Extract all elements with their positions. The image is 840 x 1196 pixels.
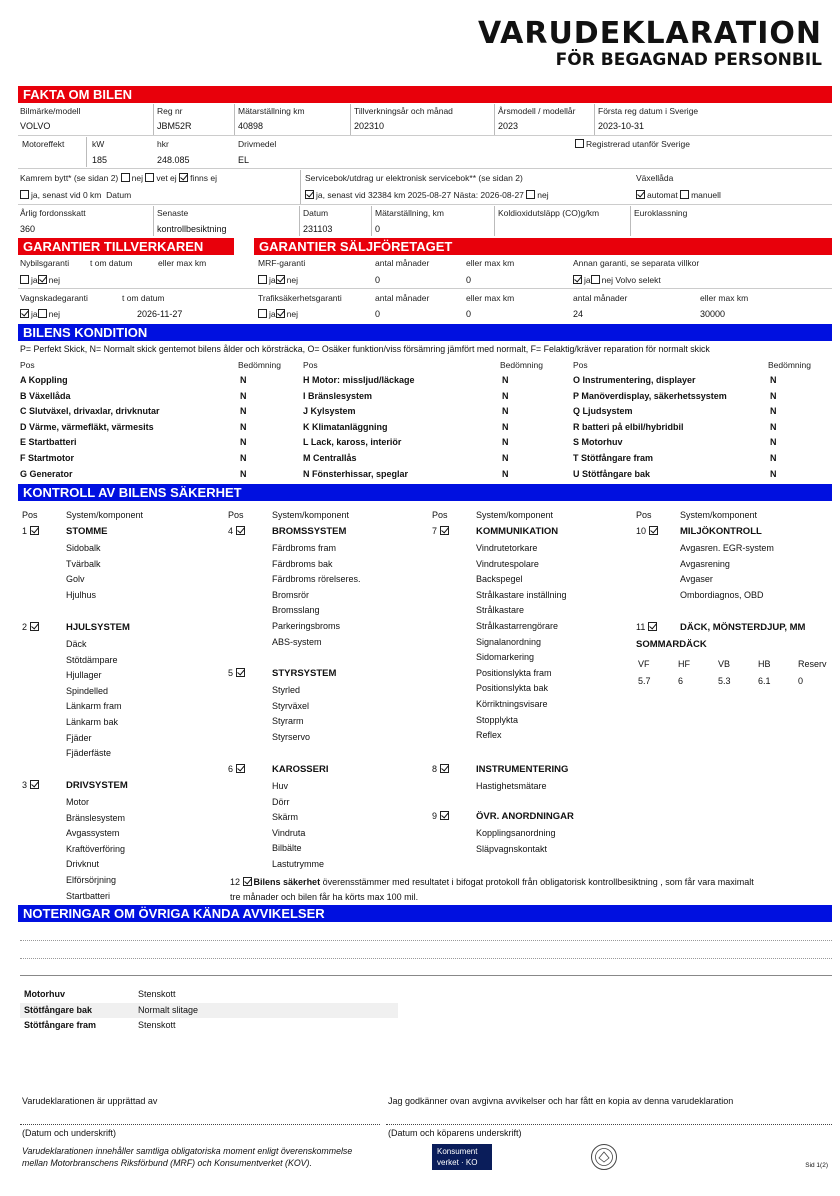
component-item: Skärm [272,812,299,823]
kondition-rating: N [240,437,247,448]
sys-header: System/komponent [476,510,554,520]
kondition-rating: N [770,375,777,385]
component-item: Kopplingsanordning [476,828,556,838]
note-text: Stenskott [138,989,176,999]
annan-man-label: antal månader [573,293,628,303]
fakta-label: Euroklassning [634,208,688,218]
component-item: Reflex [476,730,502,741]
component-item: Stötdämpare [66,654,118,665]
divider [18,135,832,136]
fakta-label: Tillverkningsår och månad [354,106,453,116]
bedomning-header: Bedömning [500,360,544,370]
trafik-label: Trafiksäkerhetsgaranti [258,293,342,303]
fakta-label: Mätarställning, km [375,208,444,218]
fakta-label: Reg nr [157,106,183,116]
fakta-value: 40898 [238,121,264,131]
fakta-label: Årlig fordonsskatt [20,208,86,218]
system-title: DÄCK, MÖNSTERDJUP, MM [680,622,806,633]
pos-header: Pos [636,510,652,520]
sommardack-label: SOMMARDÄCK [636,639,707,650]
trafik-val: ja nej [258,309,298,319]
pos-header: Pos [22,510,38,520]
sys-header: System/komponent [680,510,758,520]
section-garanti-salj: GARANTIER SÄLJFÖRETAGET [254,238,832,255]
cell [630,206,631,236]
component-item: Bromsslang [272,605,320,616]
kondition-rating: N [770,437,777,448]
kondition-legend: P= Perfekt Skick, N= Normalt skick gentemot bilens ålder och körsträcka, O= Osäker funktion/viss försämring jämfört med normalt, F= Felaktig/kräver reparation för normalt skick [20,344,710,354]
upprattad-label: Varudeklarationen är upprättad av [22,1096,158,1106]
component-item: Sidomarkering [476,652,535,663]
component-item: Körriktningsvisare [476,699,548,709]
divider [18,204,832,205]
pos-header: Pos [432,510,448,520]
fakta-value: 360 [20,224,36,234]
component-item: Styrarm [272,716,304,727]
fakta-value: 0 [375,224,381,234]
section-kondition: BILENS KONDITION [18,324,832,341]
section-fakta: FAKTA OM BILEN [18,86,832,103]
divider [18,288,832,289]
tire-depth: 6.1 [758,676,771,686]
cell [153,104,154,135]
note-position: Stötfångare bak [24,1004,93,1015]
component-item: Vindrutetorkare [476,543,538,553]
trafik-man: 0 [375,309,381,319]
kw-label: kW [92,139,105,149]
trafik-man-label: antal månader [375,293,430,303]
bedomning-header: Bedömning [238,360,282,370]
footer-note2: mellan Motorbranschens Riksförbund (MRF) och Konsumentverket (KOV). [22,1158,312,1168]
drivmedel-label: Drivmedel [238,139,277,149]
tire-depth: 5.7 [638,676,651,686]
kondition-item: O Instrumentering, displayer [573,375,696,385]
component-item: Färdbroms fram [272,543,337,553]
component-item: Bilbälte [272,843,302,854]
component-item: Ombordiagnos, OBD [680,589,764,600]
component-item: Färdbroms bak [272,558,333,569]
drivmedel-value: EL [238,155,250,165]
kondition-rating: N [240,453,247,463]
kondition-item: R batteri på elbil/hybridbil [573,421,684,432]
component-item: Avgassystem [66,828,120,839]
component-item: Positionslykta bak [476,683,549,694]
mrf-man: 0 [375,275,381,285]
mrf-km: 0 [466,275,472,285]
component-item: Sidobalk [66,543,101,553]
fakta-label: Första reg datum i Sverige [598,106,699,116]
footer-note1: Varudeklarationen innehåller samtliga obligatoriska moment enligt överenskommelse [22,1146,353,1156]
doc-title: VARUDEKLARATION [477,16,822,51]
component-item: Strålkastarrengörare [476,621,559,631]
component-item: Hjullager [66,670,102,681]
trafik-km: 0 [466,309,472,319]
konsumentverket-logo: Konsument verket · KO [432,1144,492,1170]
mrf-km-label: eller max km [466,258,515,268]
system-title: KOMMUNIKATION [476,526,559,537]
system-title: INSTRUMENTERING [476,764,569,775]
kondition-item: L Lack, kaross, interiör [303,437,402,448]
pos-header: Pos [20,360,35,370]
cell [494,206,495,236]
component-item: Dörr [272,796,290,807]
sakerhet-line2: tre månader och bilen får ha körts max 100 mil. [230,892,419,902]
kondition-rating: N [770,453,777,463]
kondition-item: J Kylsystem [303,406,356,417]
component-item: Drivknut [66,859,100,870]
system-s8: 8 [432,764,451,774]
component-item: Avgaser [680,574,713,585]
tire-head: VB [718,659,731,669]
kondition-item: H Motor: missljud/läckage [303,375,415,385]
sys-header: System/komponent [272,510,350,520]
component-item: Styrväxel [272,700,310,711]
fakta-label: Mätarställning km [238,106,305,116]
note-text: Stenskott [138,1020,176,1030]
kw-value: 185 [92,155,108,165]
page-number: Sid 1(2) [805,1162,828,1169]
kondition-rating: N [502,453,509,463]
reg-outside: Registrerad utanför Sverige [575,139,690,149]
pos-header: Pos [303,360,318,370]
mrf-man-label: antal månader [375,258,430,268]
fakta-label: Årsmodell / modellår [498,106,576,116]
fakta-value: 2023-10-31 [598,121,645,131]
system-title: KAROSSERI [272,764,329,775]
kondition-rating: N [240,468,247,479]
fakta-value: 202310 [354,121,385,131]
system-s10: 10 [636,526,660,536]
vaxel-row: automat manuell [636,190,721,200]
sys-header: System/komponent [66,510,144,520]
component-item: Avgasrening [680,558,730,569]
tire-depth: 6 [678,676,684,686]
annan-km: 30000 [700,309,726,319]
signature-line-seller[interactable] [20,1124,380,1125]
component-item: Hjulhus [66,589,97,600]
checkbox[interactable] [575,139,584,148]
mrf-seal-icon [590,1143,618,1171]
vagn-label: Vagnskadegaranti [20,293,88,303]
component-item: Stopplykta [476,714,519,725]
tire-head: HB [758,659,771,669]
system-title: HJULSYSTEM [66,622,130,633]
service-row: ja, senast vid 32384 km 2025-08-27 Nästa: 2026-08-27 nej [305,190,549,200]
component-item: Däck [66,639,87,649]
component-item: Positionslykta fram [476,667,552,678]
cell [153,206,154,236]
mrf-val: ja nej [258,275,298,285]
kondition-rating: N [502,468,509,479]
signature-line-buyer[interactable] [386,1124,832,1125]
kondition-rating: N [240,406,247,417]
component-item: Parkeringsbroms [272,621,341,631]
component-item: Länkarm bak [66,717,119,727]
component-item: Elförsörjning [66,875,117,885]
kondition-item: Q Ljudsystem [573,406,633,417]
sakerhet-line: 12 Bilens säkerhet överensstämmer med resultatet i bifogat protokoll från obligatorisk kontrollbesiktning , som får vara maximalt [230,877,754,887]
section-kontroll: KONTROLL AV BILENS SÄKERHET [18,484,832,501]
cell [86,137,87,167]
kondition-item: K Klimatanläggning [303,421,388,432]
hkr-value: 248.085 [157,155,190,165]
kondition-item: G Generator [20,468,73,479]
nybil-val: ja nej [20,275,60,285]
annan-val: ja nej Volvo selekt [573,275,661,285]
component-item: Lastutrymme [272,859,325,869]
fakta-value: VOLVO [20,121,51,131]
cell [300,170,301,204]
system-s4: 4 [228,526,247,536]
section-garanti-tillv: GARANTIER TILLVERKAREN [18,238,234,255]
component-item: Tvärbalk [66,558,101,569]
eller-max: eller max km [158,258,207,268]
annan-man: 24 [573,309,584,319]
kondition-rating: N [770,468,777,479]
system-s11: 11 [636,622,659,632]
component-item: Färdbroms rörelseres. [272,574,361,585]
component-item: Spindelled [66,685,109,696]
kondition-rating: N [770,421,777,432]
datum-sign: (Datum och underskrift) [22,1128,117,1138]
component-item: Golv [66,574,85,585]
cell [350,104,351,135]
component-item: Släpvagnskontakt [476,843,548,854]
kondition-item: M Centrallås [303,453,357,463]
system-title: MILJÖKONTROLL [680,526,762,537]
kondition-rating: N [502,421,509,432]
kondition-rating: N [502,390,509,401]
component-item: Bränslesystem [66,812,126,823]
cell [234,104,235,135]
mrf-label: MRF-garanti [258,258,306,268]
kondition-item: B Växellåda [20,390,71,401]
system-s5: 5 [228,668,247,678]
cell [299,206,300,236]
fakta-value: 2023 [498,121,519,131]
tom-datum: t om datum [90,258,133,268]
doc-subtitle: FÖR BEGAGNAD PERSONBIL [555,50,822,70]
kondition-item: N Fönsterhissar, speglar [303,468,409,479]
bedomning-header: Bedömning [768,360,812,370]
component-item: Fjäder [66,732,92,743]
system-s1: 1 [22,526,41,536]
godkanner-label: Jag godkänner ovan avgivna avvikelser och har fått en kopia av denna varudeklaration [388,1096,734,1106]
component-item: Avgasren. EGR-system [680,543,774,553]
kondition-rating: N [240,421,247,432]
tire-head: Reserv [798,659,827,669]
tire-depth: 5.3 [718,676,731,686]
note-position: Motorhuv [24,989,65,999]
kondition-item: E Startbatteri [20,437,77,448]
fakta-value: kontrollbesiktning [157,224,227,234]
kondition-rating: N [502,437,509,448]
divider [18,168,832,169]
fakta-label: Koldioxidutsläpp (CO)g/km [498,208,600,218]
annan-km-label: eller max km [700,293,749,303]
component-item: Startbatteri [66,890,111,901]
kondition-rating: N [770,406,777,417]
vaxel-label: Växellåda [636,173,674,183]
component-item: Vindruta [272,827,306,838]
component-item: Kraftöverföring [66,843,126,854]
system-title: STYRSYSTEM [272,668,337,679]
component-item: Styrservo [272,731,311,742]
system-title: DRIVSYSTEM [66,780,128,791]
fakta-label: Datum [303,208,329,218]
system-title: ÖVR. ANORDNINGAR [476,811,574,822]
system-s9: 9 [432,811,451,821]
kondition-item: I Bränslesystem [303,390,373,401]
kondition-item: A Koppling [20,375,68,385]
note-line [20,940,832,941]
kondition-rating: N [240,390,247,401]
vagn-val: ja nej [20,309,60,319]
motoreffekt-label: Motoreffekt [22,139,65,149]
component-item: Backspegel [476,574,523,585]
vagn-datum-label: t om datum [122,293,165,303]
vagn-datum: 2026-11-27 [137,309,183,319]
cell [594,104,595,135]
component-item: Strålkastare inställning [476,589,567,600]
component-item: Fjäderfäste [66,748,112,759]
kondition-item: C Slutväxel, drivaxlar, drivknutar [20,406,160,417]
pos-header: Pos [573,360,588,370]
fakta-label: Bilmärke/modell [20,106,81,116]
tire-head: VF [638,659,650,669]
kondition-rating: N [502,406,509,417]
system-s6: 6 [228,764,247,774]
hkr-label: hkr [157,139,169,149]
tire-head: HF [678,659,690,669]
kamrem-ja: ja, senast vid 0 km Datum [20,190,131,200]
kondition-rating: N [240,375,247,385]
datum-kopare: (Datum och köparens underskrift) [388,1128,522,1138]
kondition-item: T Stötfångare fram [573,453,654,463]
note-row-bg [20,987,398,1002]
section-noteringar: NOTERINGAR OM ÖVRIGA KÄNDA AVVIKELSER [18,905,832,922]
service-label: Servicebok/utdrag ur elektronisk servicebok** (se sidan 2) [305,173,523,183]
system-title: STOMME [66,526,108,537]
component-item: Vindrutespolare [476,558,539,569]
kondition-item: S Motorhuv [573,437,623,448]
kondition-item: F Startmotor [20,453,74,463]
nybil-label: Nybilsgaranti [20,258,70,268]
fakta-value: JBM52R [157,121,192,131]
tire-depth: 0 [798,676,804,686]
annan-label: Annan garanti, se separata villkor [573,258,700,268]
fakta-label: Senaste [157,208,189,218]
note-text: Normalt slitage [138,1004,199,1015]
system-title: BROMSSYSTEM [272,526,347,537]
fakta-value: 231103 [303,224,333,234]
system-s3: 3 [22,780,41,790]
kondition-item: D Värme, värmefläkt, värmesits [20,421,154,432]
component-item: Länkarm fram [66,701,122,712]
component-item: Strålkastare [476,605,525,616]
component-item: Styrled [272,685,301,695]
trafik-km-label: eller max km [466,293,515,303]
note-line [20,975,832,976]
kondition-item: U Stötfångare bak [573,468,651,479]
component-item: ABS-system [272,636,322,647]
component-item: Motor [66,797,90,807]
system-s2: 2 [22,622,41,632]
kondition-item: P Manöverdisplay, säkerhetssystem [573,390,727,401]
note-line [20,958,832,959]
kamrem-row: Kamrem bytt* (se sidan 2) nej vet ej finns ej [20,173,217,183]
component-item: Signalanordning [476,636,542,647]
note-position: Stötfångare fram [24,1020,97,1030]
cell [494,104,495,135]
kondition-rating: N [770,390,777,401]
component-item: Bromsrör [272,589,310,600]
cell [371,206,372,236]
pos-header: Pos [228,510,244,520]
component-item: Huv [272,781,289,791]
system-s7: 7 [432,526,451,536]
component-item: Hastighetsmätare [476,781,547,791]
kondition-rating: N [502,375,509,385]
